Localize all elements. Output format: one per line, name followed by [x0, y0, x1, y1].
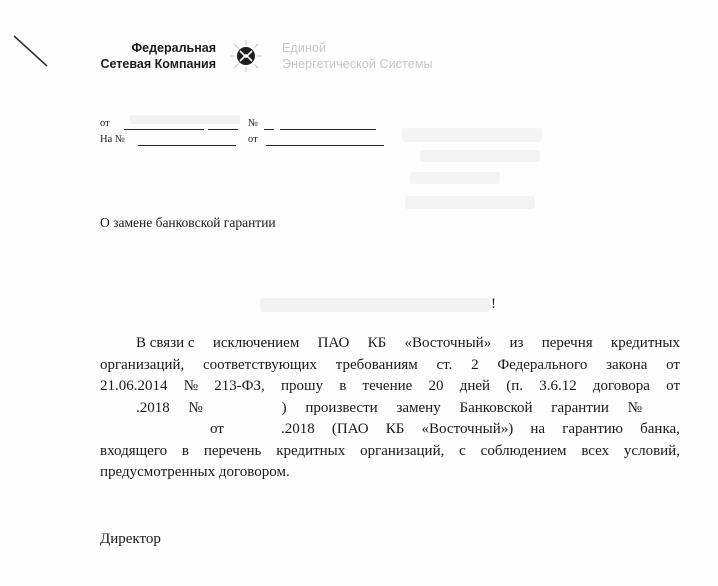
- ues-name: Единой Энергетической Системы: [282, 41, 433, 71]
- letter-subject: О замене банковской гарантии: [100, 215, 276, 230]
- body-line-3: 21.06.2014 № 213-ФЗ, прошу в течение 20 дней (п. 3.6.12 договора от: [100, 378, 680, 394]
- redacted-date: [130, 115, 240, 124]
- redacted-addressee-3: [410, 172, 500, 184]
- greeting-exclamation: !: [491, 296, 496, 312]
- reply-date-label: от: [248, 134, 258, 145]
- from-date-label: от: [100, 118, 110, 129]
- in-reply-underline: [138, 145, 236, 146]
- redacted-addressee-1: [402, 128, 542, 142]
- reply-date-underline: [266, 145, 384, 146]
- number-underline-short: [264, 129, 274, 130]
- company-logo-icon: [228, 38, 264, 74]
- number-label: №: [248, 118, 259, 129]
- body-line-5: от .2018 (ПАО КБ «Восточный») на гарантию банка,: [210, 421, 680, 437]
- pen-stroke-mark: [0, 0, 60, 80]
- date-underline-2: [208, 129, 238, 130]
- company-name: Федеральная Сетевая Компания: [100, 41, 216, 71]
- body-line-4: .2018 № ) произвести замену Банковской гарантии №: [136, 399, 642, 416]
- redacted-addressee-4: [405, 196, 535, 209]
- signer-title: Директор: [100, 531, 161, 547]
- body-line-2: организаций, соответствующих требованиям ст. 2 Федерального закона от: [100, 356, 680, 373]
- number-underline: [280, 129, 376, 130]
- in-reply-label: На №: [100, 134, 125, 145]
- redacted-greeting: [260, 298, 490, 312]
- body-line-6: входящего в перечень кредитных организаций, с соблюдением всех условий,: [100, 442, 680, 459]
- redacted-addressee-2: [420, 150, 540, 162]
- body-line-1: В связи с исключением ПАО КБ «Восточный» из перечня кредитных: [136, 335, 680, 351]
- letter-body: [100, 333, 680, 484]
- body-line-7: предусмотренных договором.: [100, 464, 290, 480]
- date-underline: [124, 129, 204, 130]
